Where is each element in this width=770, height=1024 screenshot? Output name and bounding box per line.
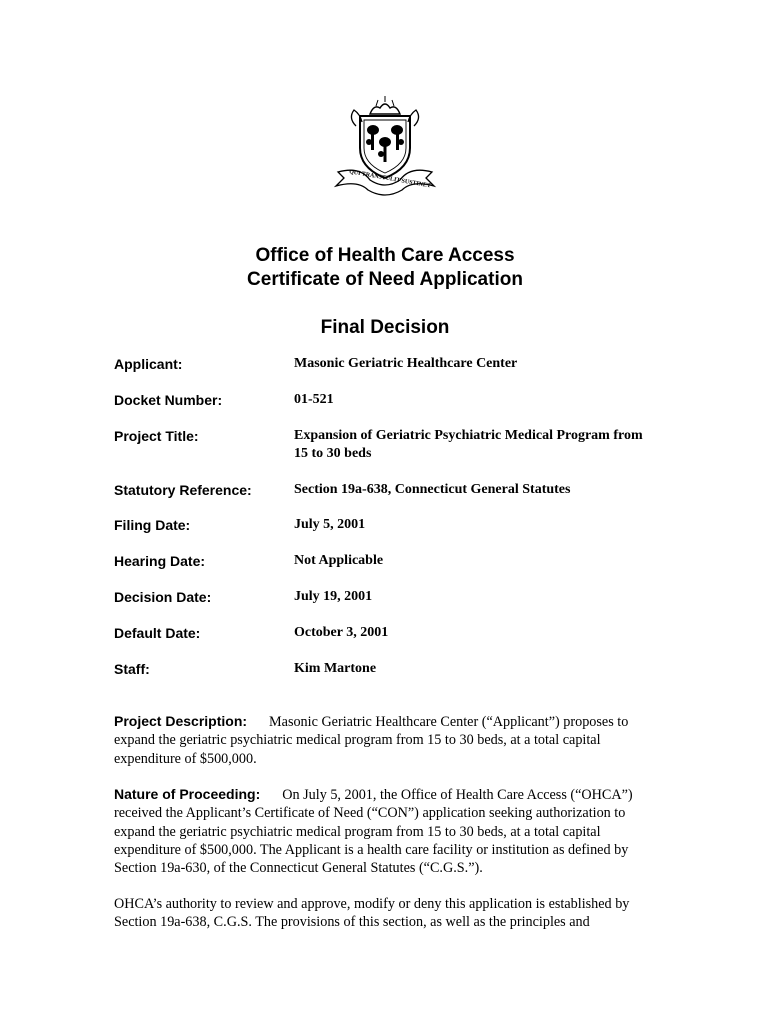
- field-label: Project Title:: [114, 428, 199, 444]
- seal-motto-right: SUSTINET: [400, 178, 432, 190]
- nature-of-proceeding-text: On July 5, 2001, the Office of Health Care Access (“OHCA”) received the Applicant’s Certificate of Need (“CON”) application seeking authorization to expand the geriatric psychiatric medical program from 15 to 30 beds, at a total capital expenditure of $500,000. The Applicant is a health care facility or institution as defined by Section 19a-630, of the Connecticut General Statutes (“C.G.S.”).: [114, 787, 633, 877]
- field-label: Filing Date:: [114, 517, 191, 533]
- field-label: Applicant:: [114, 356, 183, 372]
- field-value: Masonic Geriatric Healthcare Center: [294, 356, 518, 371]
- field-label: Staff:: [114, 661, 150, 677]
- field-value: 01-521: [294, 392, 334, 407]
- title-final-decision: [0, 316, 770, 340]
- field-label: Hearing Date:: [114, 553, 206, 569]
- final-decision-text: Final Decision: [320, 317, 450, 338]
- seal-motto-middle: TRANSTULIT: [361, 171, 401, 185]
- field-label: Statutory Reference:: [114, 482, 252, 498]
- authority-paragraph: OHCA’s authority to review and approve, modify or deny this application is established by Section 19a-638, C.G.S. The provisions of this section, as well as the principles and: [114, 896, 630, 931]
- field-value: Expansion of Geriatric Psychiatric Medical Program from 15 to 30 beds: [294, 428, 643, 461]
- title-application: Certificate of Need Application: [247, 269, 523, 290]
- field-value: July 19, 2001: [294, 589, 373, 604]
- field-label: Decision Date:: [114, 589, 212, 605]
- project-description: [114, 712, 659, 768]
- field-value: Not Applicable: [294, 553, 384, 568]
- field-value: July 5, 2001: [294, 517, 366, 532]
- field-value: Section 19a-638, Connecticut General Statutes: [294, 482, 571, 497]
- field-value: October 3, 2001: [294, 625, 389, 640]
- nature-of-proceeding: [114, 785, 659, 877]
- project-description-heading: Project Description:: [114, 713, 248, 729]
- seal-motto-left: QUI: [348, 169, 361, 178]
- nature-of-proceeding-heading: Nature of Proceeding:: [114, 786, 261, 802]
- project-description-text: Masonic Geriatric Healthcare Center (“Applicant”) proposes to expand the geriatric psychiatric medical program from 15 to 30 beds, at a total capital expenditure of $500,000.: [114, 714, 629, 767]
- field-label: Default Date:: [114, 625, 201, 641]
- field-label: Docket Number:: [114, 392, 223, 408]
- field-value: Kim Martone: [294, 661, 377, 676]
- title-office: Office of Health Care Access: [255, 245, 515, 266]
